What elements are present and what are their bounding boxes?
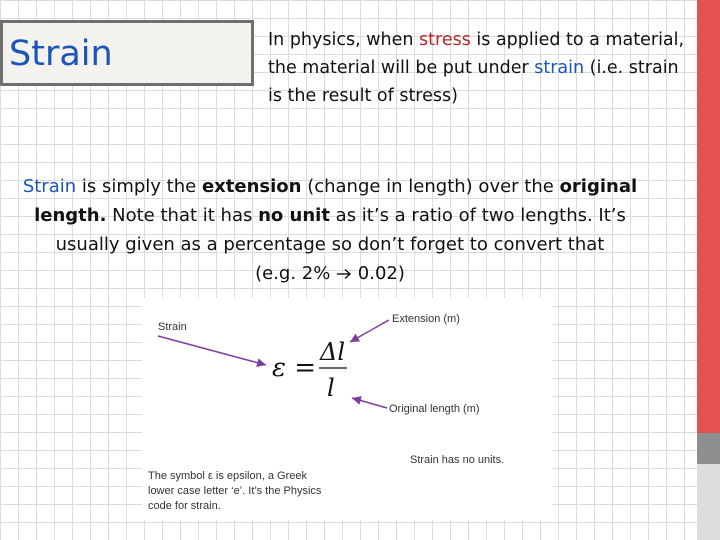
sidebar-red-band bbox=[697, 0, 720, 433]
formula-denominator: l bbox=[327, 374, 335, 402]
intro-text-2: is applied to a material, the material will be put under bbox=[268, 30, 685, 78]
definition-text-3: Note that it has bbox=[106, 205, 259, 226]
definition-no-unit-word: no unit bbox=[258, 205, 330, 226]
formula-diagram bbox=[142, 298, 552, 520]
strain-formula-figure bbox=[142, 298, 552, 520]
arrow-to-epsilon bbox=[158, 336, 266, 365]
right-arrow-icon bbox=[336, 268, 352, 280]
accent-sidebar bbox=[697, 0, 720, 540]
label-extension: Extension (m) bbox=[392, 313, 460, 325]
label-no-units: Strain has no units. bbox=[410, 454, 505, 466]
sidebar-light-band bbox=[697, 464, 720, 540]
caption-line-3: code for strain. bbox=[148, 500, 221, 512]
label-strain: Strain bbox=[158, 321, 187, 333]
intro-paragraph bbox=[268, 26, 688, 110]
definition-line-1 bbox=[0, 172, 660, 201]
definition-line-2 bbox=[0, 201, 660, 230]
label-original-length: Original length (m) bbox=[389, 403, 480, 415]
intro-stress-word: stress bbox=[419, 30, 471, 50]
definition-paragraph bbox=[0, 172, 660, 288]
definition-text-7: 0.02) bbox=[352, 263, 405, 284]
formula-epsilon: ε = bbox=[272, 353, 317, 383]
definition-length-word: length. bbox=[34, 205, 107, 226]
caption-line-2: lower case letter ‘e’. It’s the Physics bbox=[148, 485, 322, 497]
sidebar-grey-band bbox=[697, 433, 720, 464]
definition-strain-word: Strain bbox=[22, 176, 77, 197]
arrow-to-extension bbox=[350, 320, 389, 342]
definition-text-4: as it’s a ratio of two lengths. It’s bbox=[329, 205, 626, 226]
definition-text-6: (e.g. 2% bbox=[255, 263, 337, 284]
definition-extension-word: extension bbox=[201, 176, 302, 197]
definition-text-2: (change in length) over the bbox=[301, 176, 560, 197]
definition-line-4 bbox=[0, 259, 660, 288]
formula-numerator: Δl bbox=[320, 338, 346, 366]
arrow-to-original-length bbox=[352, 398, 387, 408]
definition-text-1: is simply the bbox=[76, 176, 202, 197]
intro-text-1: In physics, when bbox=[268, 30, 420, 50]
intro-strain-word: strain bbox=[534, 58, 585, 78]
definition-original-word: original bbox=[559, 176, 638, 197]
title-box bbox=[0, 20, 254, 86]
definition-line-3: usually given as a percentage so don’t forget to convert that bbox=[55, 234, 605, 255]
caption-line-1: The symbol ε is epsilon, a Greek bbox=[148, 470, 307, 482]
page-title: Strain bbox=[9, 34, 113, 74]
intro-text-3: (i.e. strain is the result of stress) bbox=[268, 58, 679, 106]
